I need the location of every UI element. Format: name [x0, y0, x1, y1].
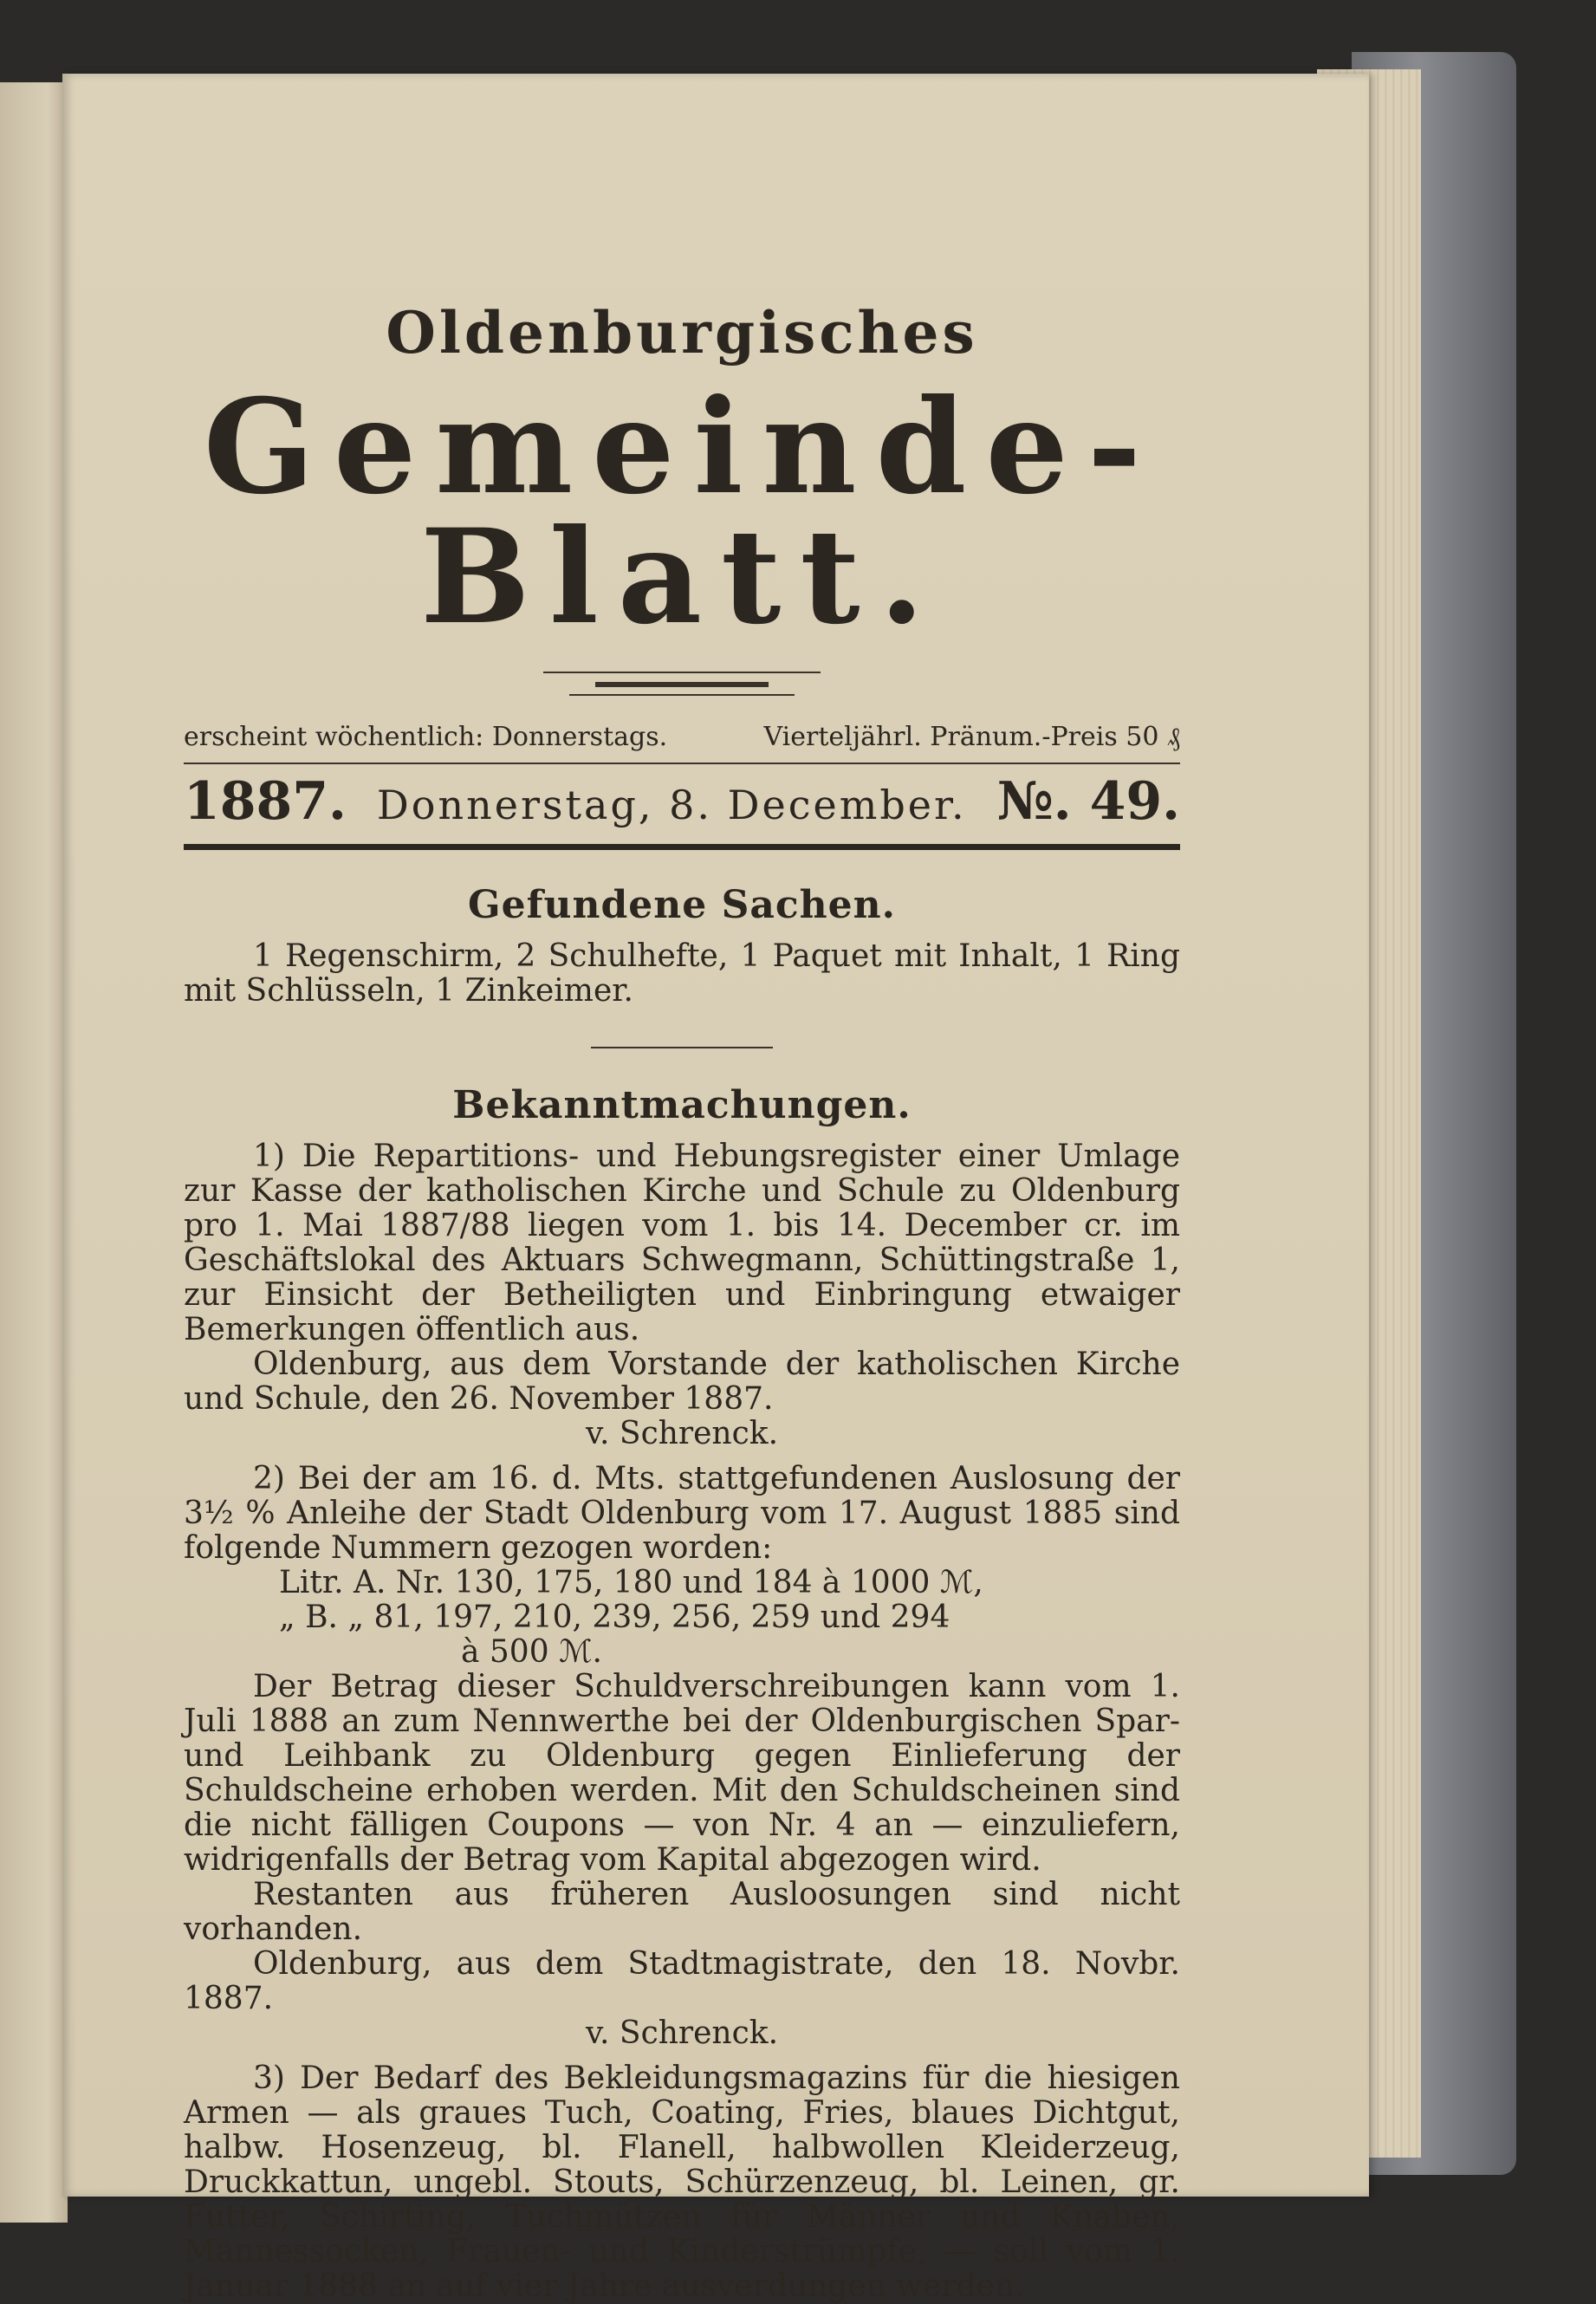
announcement-2-row2: „ B. „ 81, 197, 210, 239, 256, 259 und 294: [279, 1600, 950, 1635]
announcement-1-signature: v. Schrenck.: [585, 1416, 779, 1451]
page-content: [184, 230, 1180, 2304]
price-text: Vierteljährl. Pränum.-Preis 50 ₰: [763, 722, 1180, 752]
section-title-announcements: Bekanntmachungen.: [452, 1083, 912, 1127]
announcement-2-row3: à 500 ℳ.: [461, 1634, 603, 1670]
section-divider: [591, 1047, 773, 1048]
announcement-2-signature: v. Schrenck.: [585, 2015, 779, 2051]
announcement-2-row1: Litr. A. Nr. 130, 175, 180 und 184 à 1000 ℳ,: [279, 1565, 983, 1600]
announcement-2-text: 2) Bei der am 16. d. Mts. stattgefundenen Auslosung der 3½ % Anleihe der Stadt Oldenburg vom 17. August 1885 sind folgende Nummern gezogen worden:: [184, 1461, 1180, 1566]
masthead-line1: Oldenburgisches: [386, 299, 978, 367]
left-page-edge: [0, 82, 68, 2223]
issue-year: 1887.: [184, 771, 347, 832]
announcement-2-text3: Restanten aus früheren Ausloosungen sind nicht vorhanden.: [184, 1877, 1180, 1947]
issue-date: Donnerstag, 8. December.: [376, 782, 967, 828]
frequency-text: erscheint wöchentlich: Donnerstags.: [184, 722, 668, 752]
announcement-1-text: 1) Die Repartitions- und Hebungsregister einer Umlage zur Kasse der katholischen Kirche und Schule zu Oldenburg pro 1. Mai 1887/88 liegen vom 1. bis 14. December cr. im Geschäftslokal des Aktuars Schwegmann, Schüttingstraße 1, zur Einsicht der Betheiligten und Einbringung etwaiger Bemerkungen öffentlich aus.: [184, 1139, 1180, 1347]
announcement-1-place: Oldenburg, aus dem Vorstande der katholischen Kirche und Schule, den 26. November 1887.: [184, 1347, 1180, 1417]
issue-number: №. 49.: [996, 771, 1180, 832]
newspaper-page: [62, 74, 1369, 2304]
announcement-2-text2: Der Betrag dieser Schuldverschreibungen kann vom 1. Juli 1888 an zum Nennwerthe bei der Oldenburgischen Spar- und Leihbank zu Oldenburg gegen Einlieferung der Schuldscheine erhoben werden. Mit den Schuldscheinen sind die nicht fälligen Coupons — von Nr. 4 an — einzuliefern, widrigenfalls der Betrag vom Kapital abgezogen wird.: [184, 1669, 1180, 1878]
section-title-found-items: Gefundene Sachen.: [468, 883, 896, 927]
announcement-3-text: 3) Der Bedarf des Bekleidungsmagazins für die hiesigen Armen — als graues Tuch, Coating, Fries, blaues Dichtgut, halbw. Hosenzeug, bl. Flanell, halbwollen Kleiderzeug, Druckkattun, ungebl. Stouts, Schürzenzeug, bl. Leinen, gr. Futter, Schirting, Tuchmützen für Männer und Knaben, Mannessocken, Frauen- und Kinderstrümpfe, — soll vom 1. Januar 1888 an auf vier Jahre ausverdungen werden.: [184, 2061, 1180, 2304]
masthead-ornament: [543, 666, 821, 701]
announcement-2-place: Oldenburg, aus dem Stadtmagistrate, den 18. Novbr. 1887.: [184, 1946, 1180, 2016]
found-items-text: 1 Regenschirm, 2 Schulhefte, 1 Paquet mit Inhalt, 1 Ring mit Schlüsseln, 1 Zinkeimer.: [184, 938, 1180, 1009]
issue-dateline: [184, 764, 1180, 850]
publication-info: [184, 722, 1180, 764]
masthead-title: Gemeinde-Blatt.: [203, 371, 1161, 653]
